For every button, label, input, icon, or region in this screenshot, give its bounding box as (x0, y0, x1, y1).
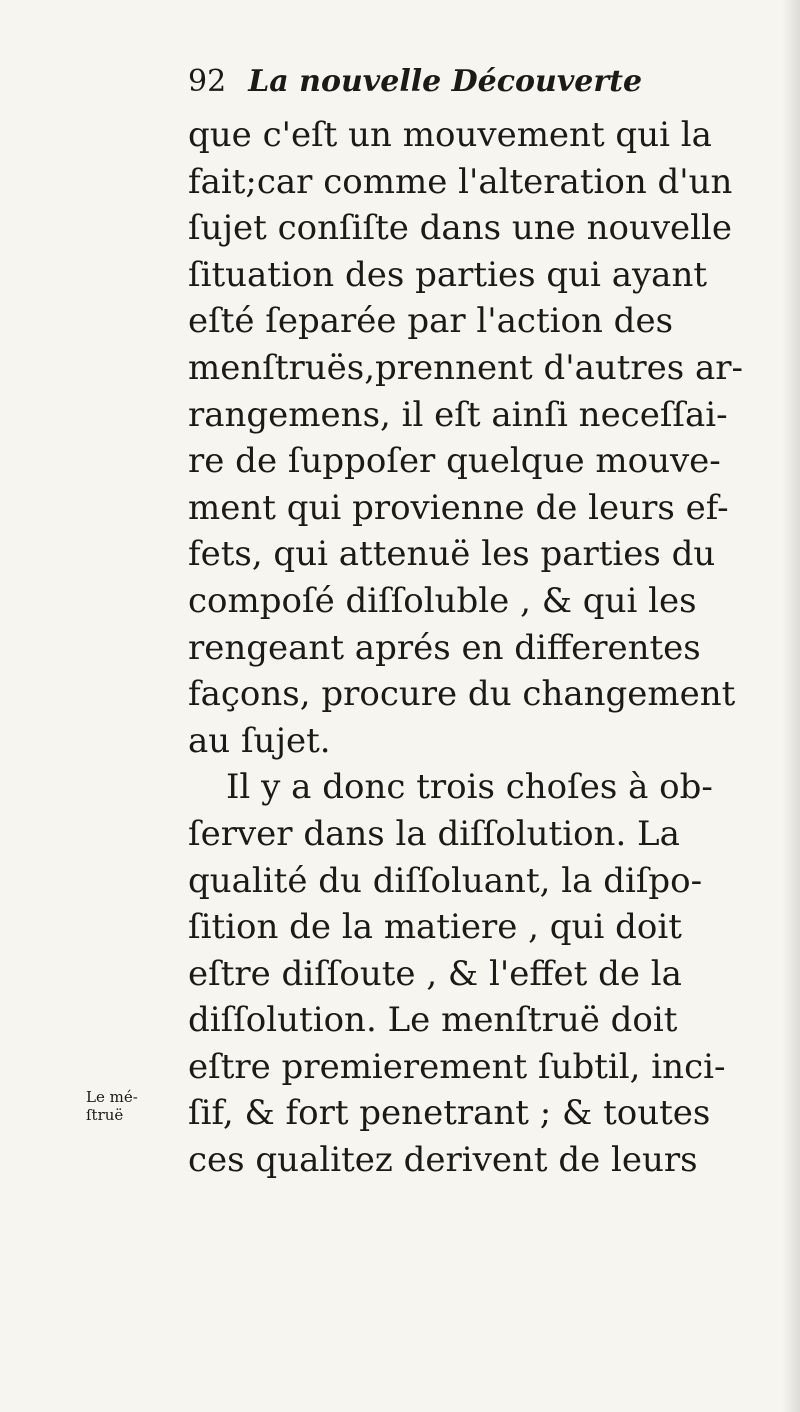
text-line: qualité du diſſoluant, la diſpo- (188, 860, 703, 901)
text-line: menſtruës,prennent d'autres ar- (188, 347, 744, 388)
margin-note (86, 1088, 182, 1124)
text-line: au ſujet. (188, 720, 331, 761)
text-line: diſſolution. Le menſtruë doit (188, 1000, 678, 1041)
paragraph-start-line: Il y a donc trois choſes à ob- (226, 767, 713, 808)
text-line: ment qui provienne de leurs ef- (188, 487, 729, 528)
running-title: La nouvelle Découverte (248, 64, 643, 99)
text-line: re de ſuppoſer quelque mouve- (188, 441, 721, 482)
text-line: ſituation des parties qui ayant (188, 254, 707, 295)
text-line: ſition de la matiere , qui doit (188, 907, 682, 948)
text-line: ſif, & fort penetrant ; & toutes (188, 1093, 711, 1134)
text-line: eſtre diſſoute , & l'effet de la (188, 953, 682, 994)
text-line: eſté ſeparée par l'action des (188, 301, 674, 342)
body-text (188, 112, 796, 1184)
text-line: ces qualitez derivent de leurs (188, 1140, 698, 1181)
text-line: fait;car comme l'alteration d'un (188, 161, 733, 202)
text-line: compoſé diſſoluble , & qui les (188, 580, 697, 621)
text-line: ſerver dans la diſſolution. La (188, 813, 680, 854)
margin-note-line: ſtruë (86, 1106, 124, 1124)
text-line: fets, qui attenuë les parties du (188, 534, 716, 575)
margin-note-line: Le mé- (86, 1088, 138, 1106)
text-line: façons, procure du changement (188, 674, 736, 715)
page-number: 92 (188, 64, 227, 99)
text-line: rengeant aprés en differentes (188, 627, 701, 668)
text-line: que c'eſt un mouvement qui la (188, 115, 712, 155)
text-line: ſujet conſiſte dans une nouvelle (188, 208, 733, 249)
text-line: eſtre premierement ſubtil, inci- (188, 1046, 726, 1087)
text-line: rangemens, il eſt ainſi neceſſai- (188, 394, 728, 435)
running-header (188, 64, 642, 99)
